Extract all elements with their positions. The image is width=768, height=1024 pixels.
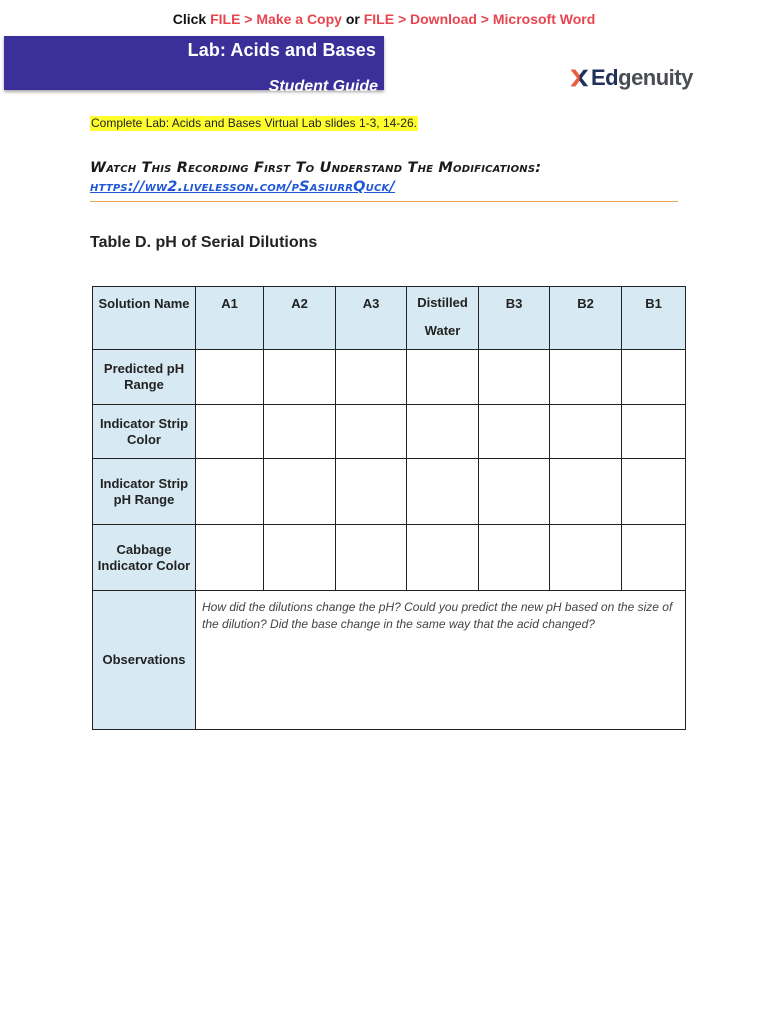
solution-name-header: Solution Name: [93, 287, 196, 350]
row-label-cabbage-color: Cabbage Indicator Color: [93, 525, 196, 591]
col-header-b1: B1: [622, 287, 686, 350]
table-cell[interactable]: [196, 525, 264, 591]
table-cell[interactable]: [622, 405, 686, 459]
table-cell[interactable]: [622, 459, 686, 525]
table-cell[interactable]: [479, 405, 550, 459]
table-cell[interactable]: [479, 459, 550, 525]
row-label-strip-color: Indicator Strip Color: [93, 405, 196, 459]
instruction-path-copy: FILE > Make a Copy: [210, 11, 342, 27]
table-cell[interactable]: [622, 350, 686, 405]
instruction-path-download: FILE > Download > Microsoft Word: [363, 11, 596, 27]
row-label-strip-ph-range: Indicator Strip pH Range: [93, 459, 196, 525]
table-cell[interactable]: [407, 405, 479, 459]
table-cell[interactable]: [336, 405, 407, 459]
table-cell[interactable]: [196, 350, 264, 405]
table-cell[interactable]: [479, 350, 550, 405]
table-cell[interactable]: [196, 405, 264, 459]
document-title: Lab: Acids and Bases: [187, 40, 376, 60]
table-cell[interactable]: [407, 459, 479, 525]
col-header-b2: B2: [550, 287, 622, 350]
instruction-or: or: [345, 11, 360, 27]
table-cell[interactable]: [264, 525, 336, 591]
logo-ed: Ed: [591, 65, 619, 90]
table-cell[interactable]: [336, 459, 407, 525]
document-subtitle: Student Guide: [268, 78, 378, 95]
col-header-a2: A2: [264, 287, 336, 350]
header-row: [93, 287, 686, 350]
observations-answer-cell[interactable]: [196, 591, 686, 730]
col-header-a3: A3: [336, 287, 407, 350]
logo-genuity: genuity: [618, 65, 693, 90]
title-banner: [4, 36, 384, 95]
table-row: [93, 405, 686, 459]
edgenuity-logo: [568, 64, 693, 92]
table-cell[interactable]: [264, 350, 336, 405]
table-cell[interactable]: [196, 459, 264, 525]
table-row: [93, 459, 686, 525]
table-cell[interactable]: [550, 405, 622, 459]
observations-row: [93, 591, 686, 730]
table-cell[interactable]: [550, 525, 622, 591]
row-label-observations: Observations: [93, 591, 196, 730]
observations-prompt: How did the dilutions change the pH? Could you predict the new pH based on the size of the dilution? Did the base change in the same way that the acid changed?: [202, 600, 673, 631]
row-label-predicted-ph: Predicted pH Range: [93, 350, 196, 405]
instruction-line: [0, 10, 768, 28]
table-cell[interactable]: [264, 405, 336, 459]
table-cell[interactable]: [479, 525, 550, 591]
table-cell[interactable]: [407, 350, 479, 405]
table-cell[interactable]: [264, 459, 336, 525]
table-row: [93, 525, 686, 591]
serial-dilutions-table: [92, 286, 686, 730]
edgenuity-x-icon: [568, 67, 590, 89]
col-header-b3: B3: [479, 287, 550, 350]
table-cell[interactable]: [336, 525, 407, 591]
lab-slides-note: Complete Lab: Acids and Bases Virtual Lab slides 1-3, 14-26.: [91, 116, 417, 130]
edgenuity-wordmark: [591, 65, 693, 91]
table-row: [93, 350, 686, 405]
instruction-click: Click: [172, 11, 207, 27]
col-header-distilled-water: Distilled Water: [407, 287, 479, 350]
watch-heading: Watch This Recording First To Understand The Modifications:: [90, 160, 542, 176]
recording-link[interactable]: https://ww2.livelesson.com/pSasiurrQuck/: [90, 179, 395, 195]
table-cell[interactable]: [622, 525, 686, 591]
table-cell[interactable]: [336, 350, 407, 405]
table-cell[interactable]: [550, 459, 622, 525]
section-divider: [90, 201, 678, 202]
watch-recording-block: [90, 159, 678, 197]
table-title: Table D. pH of Serial Dilutions: [90, 234, 318, 251]
table-cell[interactable]: [407, 525, 479, 591]
table-cell[interactable]: [550, 350, 622, 405]
col-header-a1: A1: [196, 287, 264, 350]
